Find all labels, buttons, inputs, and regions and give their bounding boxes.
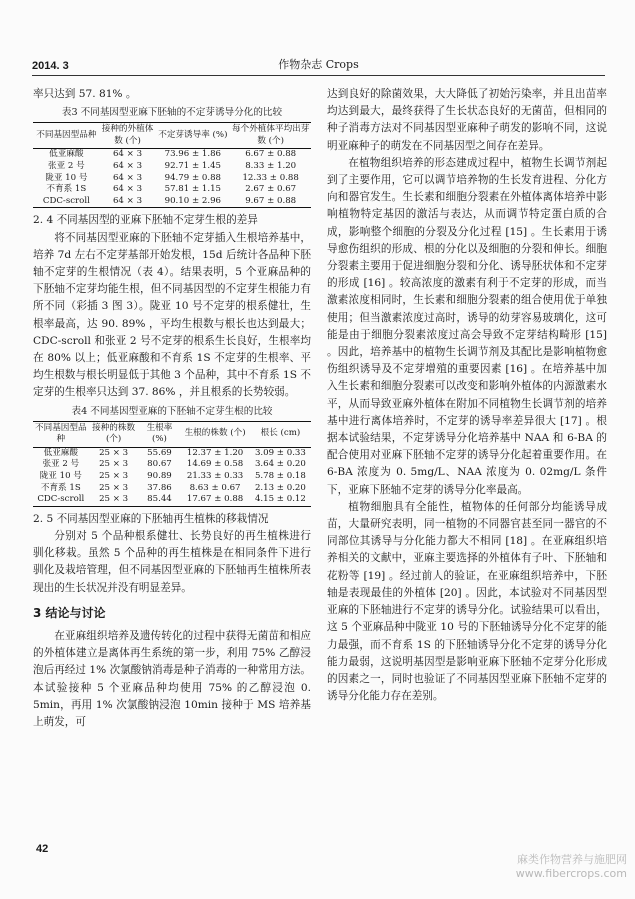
- table-cell: 73.96 ± 1.86: [164, 149, 222, 160]
- table-cell: 80.67: [147, 459, 172, 470]
- table4-caption: 表4 不同基因型亚麻的下胚轴不定芽生根的比较: [71, 405, 273, 417]
- table-cell: 64 × 3: [112, 149, 143, 160]
- table-row: [33, 483, 311, 495]
- table-cell: 6.67 ± 0.88: [245, 149, 297, 160]
- table4: [33, 421, 311, 507]
- section-heading-2-4: 2. 4 不同基因型的亚麻下胚轴不定芽生根的差异: [33, 214, 258, 227]
- right-column: [327, 86, 607, 705]
- table-cell: 不育系 1S: [46, 184, 87, 195]
- table-cell: 25 × 3: [99, 447, 129, 458]
- table3-header: 不同基因型品种: [33, 123, 100, 149]
- table-cell: 64 × 3: [112, 195, 143, 206]
- table-cell: 3.09 ± 0.33: [254, 447, 306, 458]
- table-cell: 92.71 ± 1.45: [164, 160, 222, 171]
- table-cell: 低亚麻酸: [49, 149, 84, 160]
- section-heading-2-5: 2. 5 不同基因型亚麻的下胚轴再生植株的移栽情况: [33, 512, 269, 525]
- section-heading-3: 3 结论与讨论: [33, 605, 106, 620]
- watermark-url: www.fibercrops.com: [515, 867, 627, 880]
- table-cell: 25 × 3: [99, 482, 129, 493]
- table4-header: 生根率 (%): [139, 421, 181, 447]
- table-cell: CDC-scroll: [37, 494, 85, 505]
- paragraph: 在植物组织培养的形态建成过程中，植物生长调节剂起到了主要作用，它可以调节培养物的生长发育进程、分化方向和器官发生。生长素和细胞分裂素在外植体离体培养中影响植物特定基因的激活与表达，从而调节特定蛋白质的合成，影响整个细胞的分裂及分化过程 [15] 。生长素用于诱导愈伤组织的形成、根的分化以及细胞的分裂和伸长。细胞分裂素主要用于促进细胞分裂和分化、诱导胚状体和不定芽的形成 [16] 。较高浓度的激素有利于不定芽的形成，而当激素浓度相同时，生长素和细胞分裂素的组合使用优于单独使用；但当激素浓度过高时，诱导的幼芽容易玻璃化，这可能是由于细胞分裂素浓度过高会导致不定芽结构畸形 [15] 。因此，培养基中的植物生长调节剂及其配比是影响植物愈伤组织诱导及不定芽增殖的重要因素 [16] 。在培养基中加入生长素和细胞分裂素可以改变和影响外植体的内源激素水平，从而导致亚麻外植体在附加不同植物生长调节剂的培养基中进行离体培养时，不定芽的诱导率差异很大 [17] 。根据本试验结果，不定芽诱导分化培养基中 NAA 和 6-BA 的配合使用对亚麻下胚轴不定芽的诱导分化起着重要作用。在 6-BA 浓度为 0. 5mg/L、NAA 浓度为 0. 02mg/L 条件下，亚麻下胚轴不定芽的诱导分化率最高。: [327, 156, 607, 496]
- table-cell: 21.33 ± 0.33: [186, 470, 244, 481]
- table-cell: 37.86: [147, 482, 172, 493]
- table-row: [33, 149, 311, 161]
- table-cell: 陇亚 10 号: [39, 470, 82, 481]
- paragraph: 植物细胞具有全能性，植物体的任何部分均能诱导成苗，大量研究表明，同一植物的不同器官甚至同一器官的不同部位其诱导与分化能力都大不相同 [18] 。在亚麻组织培养相关的文献中，亚麻主要选择的外植体有子叶、下胚轴和花粉等 [19] 。经过前人的验证，在亚麻组织培养中，下胚轴是表现最佳的外植体 [20] 。因此，本试验对不同基因型亚麻的下胚轴进行不定芽的诱导分化。试验结果可以看出，这 5 个亚麻品种中陇亚 10 号的下胚轴诱导分化不定芽的能力最强，而不育系 1S 的下胚轴诱导分化不定芽的诱导分化能力最弱，这说明基因型是影响亚麻下胚轴不定芽分化形成的因素之一，同时也验证了不同基因型亚麻下胚轴不定芽的诱导分化能力存在差别。: [327, 500, 607, 703]
- table-cell: 9.67 ± 0.88: [245, 195, 297, 206]
- paragraph: 在亚麻组织培养及遗传转化的过程中获得无菌苗和相应的外植体建立是离体再生系统的第一步，利用 75% 乙醇浸泡后再经过 1% 次氯酸钠消毒是种子消毒的一种常用方法。本试验接种 5 个亚麻品种均使用 75% 的乙醇浸泡 0. 5min，再用 1% 次氯酸钠浸泡 10min 接种于 MS 培养基上萌发，可: [33, 629, 311, 728]
- table-cell: 90.10 ± 2.96: [164, 195, 222, 206]
- table-row: [33, 494, 311, 506]
- table4-header: 生根的株数 (个): [180, 421, 250, 447]
- table3-header: 接种的外植体数 (个): [100, 123, 156, 149]
- paragraph: 率只达到 57. 81% 。: [33, 88, 137, 100]
- table-cell: 85.44: [147, 494, 172, 505]
- watermark: [516, 853, 627, 881]
- table4-header: 根长 (cm): [250, 421, 311, 447]
- table-cell: 张亚 2 号: [48, 160, 85, 171]
- table-cell: 12.33 ± 0.88: [242, 172, 299, 183]
- table-cell: 4.15 ± 0.12: [254, 494, 306, 505]
- table-row: [33, 184, 311, 196]
- paragraph: 将不同基因型亚麻的下胚轴不定芽插入生根培养基中，培养 7d 左右不定芽基部开始发根，15d 后统计各品种下胚轴不定芽的生根情况（表 4）。结果表明，5 个亚麻品种的下胚轴不定芽均能生根，但不同基因型的不定芽生根能力有所不同（彩插 3 图 3）。陇亚 10 号不定芽的根系健壮，生根率最高，达 90. 89% ，平均生根数与根长也达到最大；CDC-scroll 和张亚 2 号不定芽的根系生长良好，生根率均在 80% 以上；低亚麻酸和不育系 1S 不定芽的生根率、平均生根数与根长明显低于其他 3 个品种，其中不育系 1S 不定芽的生根率只达到 37. 86% ，并且根系的长势较弱。: [33, 231, 311, 399]
- left-column: [33, 86, 311, 731]
- paragraph: 达到良好的除菌效果，大大降低了初始污染率，并且出苗率均达到最大，最终获得了生长状态良好的无菌苗，但相同的种子消毒方法对不同基因型亚麻种子萌发的影响不同，这说明亚麻种子的萌发在不同基因型之间存在差异。: [327, 88, 607, 152]
- table3-header-row: [33, 123, 311, 149]
- table-cell: 25 × 3: [99, 470, 129, 481]
- table3-header: 不定芽诱导率 (%): [155, 123, 230, 149]
- table-cell: 57.81 ± 1.15: [164, 184, 222, 195]
- table4-header: 不同基因型品种: [33, 421, 89, 447]
- journal-title: 作物杂志 Crops: [278, 58, 359, 71]
- paragraph: 分别对 5 个品种根系健壮、长势良好的再生植株进行驯化移栽。虽然 5 个品种的再生植株是在相同条件下进行驯化及栽培管理，但不同基因型亚麻的下胚轴再生植株所表现出的生长状况并没有明显差异。: [33, 529, 311, 594]
- table-row: [33, 161, 311, 173]
- table4-header: 接种的株数 (个): [89, 421, 139, 447]
- table-cell: 张亚 2 号: [42, 459, 80, 470]
- table-cell: 2.67 ± 0.67: [245, 184, 297, 195]
- table3: [33, 122, 311, 208]
- table-cell: 14.69 ± 0.58: [186, 459, 244, 470]
- table-cell: 5.78 ± 0.18: [254, 470, 306, 481]
- table-cell: 94.79 ± 0.88: [164, 172, 222, 183]
- table-cell: 2.13 ± 0.20: [254, 482, 306, 493]
- table-cell: 64 × 3: [112, 172, 143, 183]
- table-row: [33, 447, 311, 459]
- table-cell: 25 × 3: [99, 494, 129, 505]
- table-cell: 90.89: [147, 470, 172, 481]
- table-row: [33, 471, 311, 483]
- watermark-line: 麻类作物营养与施肥网: [517, 853, 627, 866]
- table-cell: 64 × 3: [112, 160, 143, 171]
- table-row: [33, 173, 311, 185]
- table3-caption: 表3 不同基因型亚麻下胚轴的不定芽诱导分化的比较: [61, 107, 283, 119]
- table-cell: 3.64 ± 0.20: [254, 459, 306, 470]
- running-header: [32, 56, 605, 76]
- table3-header: 每个外植体平均出芽数 (个): [230, 123, 311, 149]
- table-row: [33, 459, 311, 471]
- page-number: 42: [36, 843, 49, 855]
- table-row: [33, 196, 311, 208]
- table-cell: 8.63 ± 0.67: [189, 482, 241, 493]
- table-cell: 64 × 3: [112, 184, 143, 195]
- table-cell: 8.33 ± 1.20: [245, 160, 297, 171]
- table-cell: CDC-scroll: [42, 195, 90, 206]
- table-cell: 低亚麻酸: [43, 447, 78, 458]
- table-cell: 12.37 ± 1.20: [186, 447, 244, 458]
- table-cell: 55.69: [147, 447, 172, 458]
- table-cell: 25 × 3: [99, 459, 129, 470]
- table-cell: 17.67 ± 0.88: [186, 494, 244, 505]
- table4-header-row: [33, 421, 311, 447]
- issue-label: 2014. 3: [32, 60, 69, 72]
- table-cell: 不育系 1S: [40, 482, 81, 493]
- table-cell: 陇亚 10 号: [45, 172, 88, 183]
